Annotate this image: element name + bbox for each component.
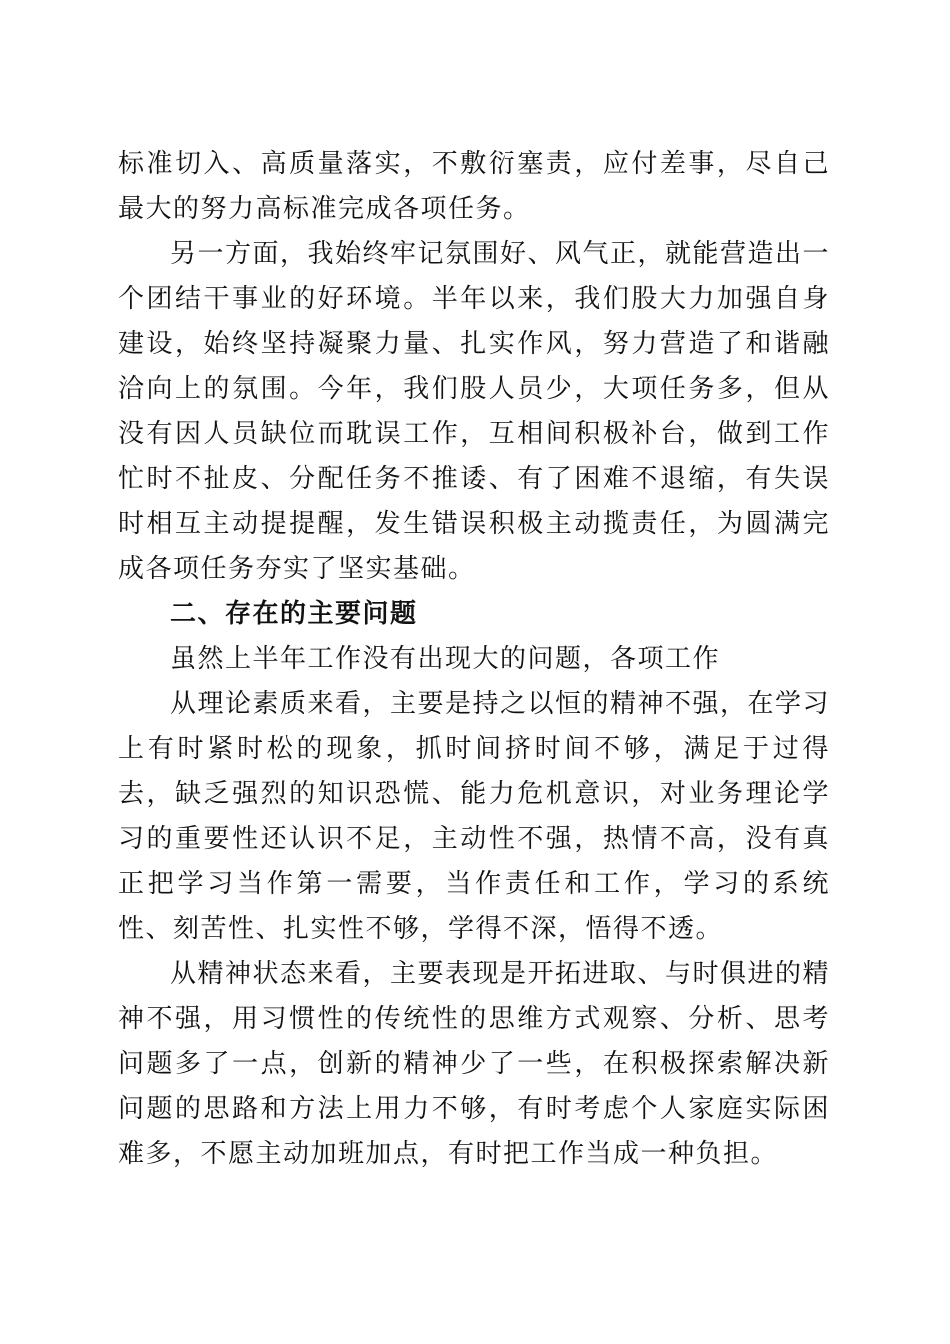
paragraph-continued-tasks: 标准切入、高质量落实，不敷衍塞责，应付差事，尽自己最大的努力高标准完成各项任务。 [118, 149, 830, 224]
section-heading-main-problems: 二、存在的主要问题 [170, 599, 418, 629]
paragraph-team-atmosphere: 另一方面，我始终牢记氛围好、风气正，就能营造出一个团结干事业的好环境。半年以来，我们股大力加强自身建设，始终坚持凝聚力量、扎实作风，努力营造了和谐融洽向上的氛围。今年，我们股人员少，大项任务多，但从没有因人员缺位而耽误工作，互相间积极补台，做到工作忙时不扯皮、分配任务不推诿、有了困难不退缩，有失误时相互主动提提醒，发生错误积极主动揽责任，为圆满完成各项任务夯实了坚实基础。 [118, 239, 831, 584]
paragraph-theoretical-quality: 从理论素质来看，主要是持之以恒的精神不强，在学习上有时紧时松的现象，抓时间挤时间不够，满足于过得去，缺乏强烈的知识恐慌、能力危机意识，对业务理论学习的重要性还认识不足，主动性不强，热情不高，没有真正把学习当作第一需要，当作责任和工作，学习的系统性、刻苦性、扎实性不够，学得不深，悟得不透。 [118, 689, 831, 944]
paragraph-problems-intro: 虽然上半年工作没有出现大的问题，各项工作 [170, 644, 721, 674]
paragraph-mental-state: 从精神状态来看，主要表现是开拓进取、与时俱进的精神不强，用习惯性的传统性的思维方式观察、分析、思考问题多了一点，创新的精神少了一些，在积极探索解决新问题的思路和方法上用力不够，有时考虑个人家庭实际困难多，不愿主动加班加点，有时把工作当成一种负担。 [118, 959, 831, 1169]
document-body [118, 142, 830, 1177]
